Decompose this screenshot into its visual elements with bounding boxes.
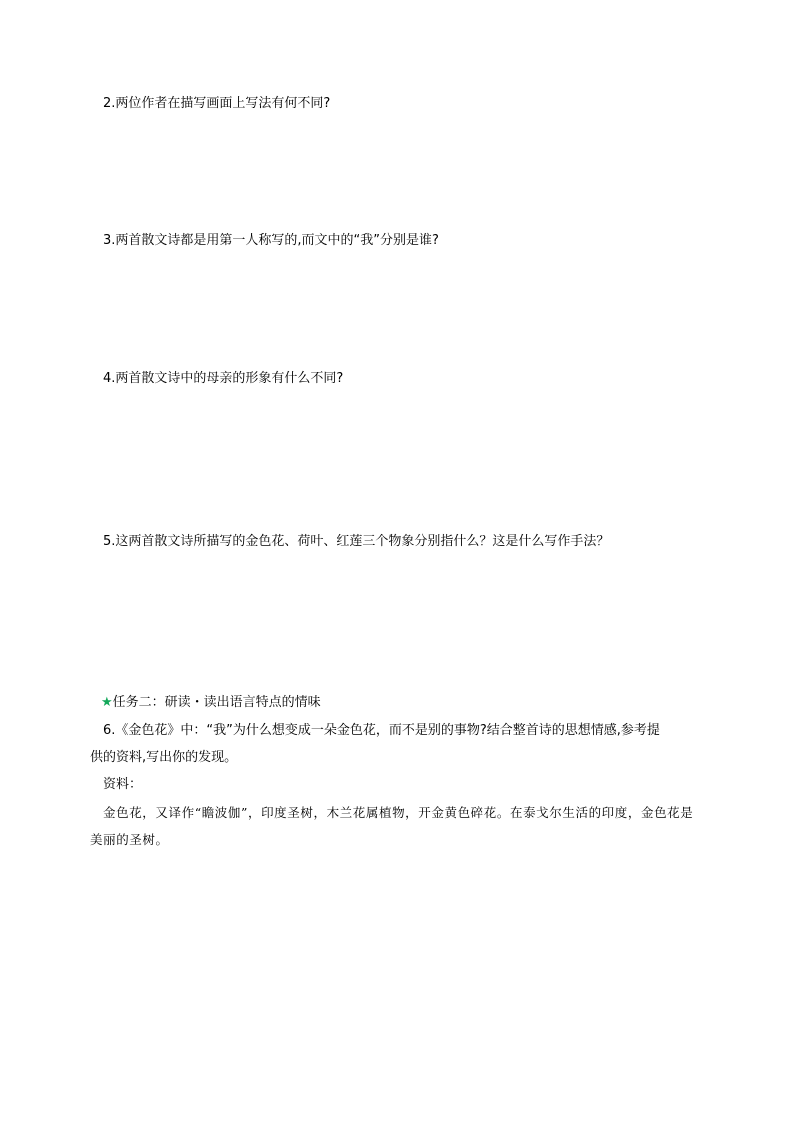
question-3: 3.两首散文诗都是用第一人称写的,而文中的“我”分别是谁?	[103, 233, 439, 248]
question-5: 5.这两首散文诗所描写的金色花、荷叶、红莲三个物象分别指什么？这是什么写作手法？	[103, 534, 610, 549]
material-line-2: 美丽的圣树。	[90, 832, 169, 847]
task-2-heading: 任务二：研读・读出语言特点的情味	[112, 695, 321, 710]
task-2-heading-row	[101, 695, 321, 711]
question-4: 4.两首散文诗中的母亲的形象有什么不同?	[103, 371, 344, 386]
material-label: 资料：	[103, 777, 143, 792]
question-2: 2.两位作者在描写画面上写法有何不同?	[103, 96, 331, 111]
question-6-line-1: 6.《金色花》中：“我”为什么想变成一朵金色花，而不是别的事物?结合整首诗的思想情感,参考提	[103, 723, 660, 738]
question-6-line-2: 供的资料,写出你的发现。	[90, 750, 238, 765]
star-icon: ★	[101, 695, 113, 710]
material-line-1: 金色花，又译作“瞻波伽”，印度圣树，木兰花属植物，开金黄色碎花。在泰戈尔生活的印度，金色花是	[103, 805, 694, 820]
